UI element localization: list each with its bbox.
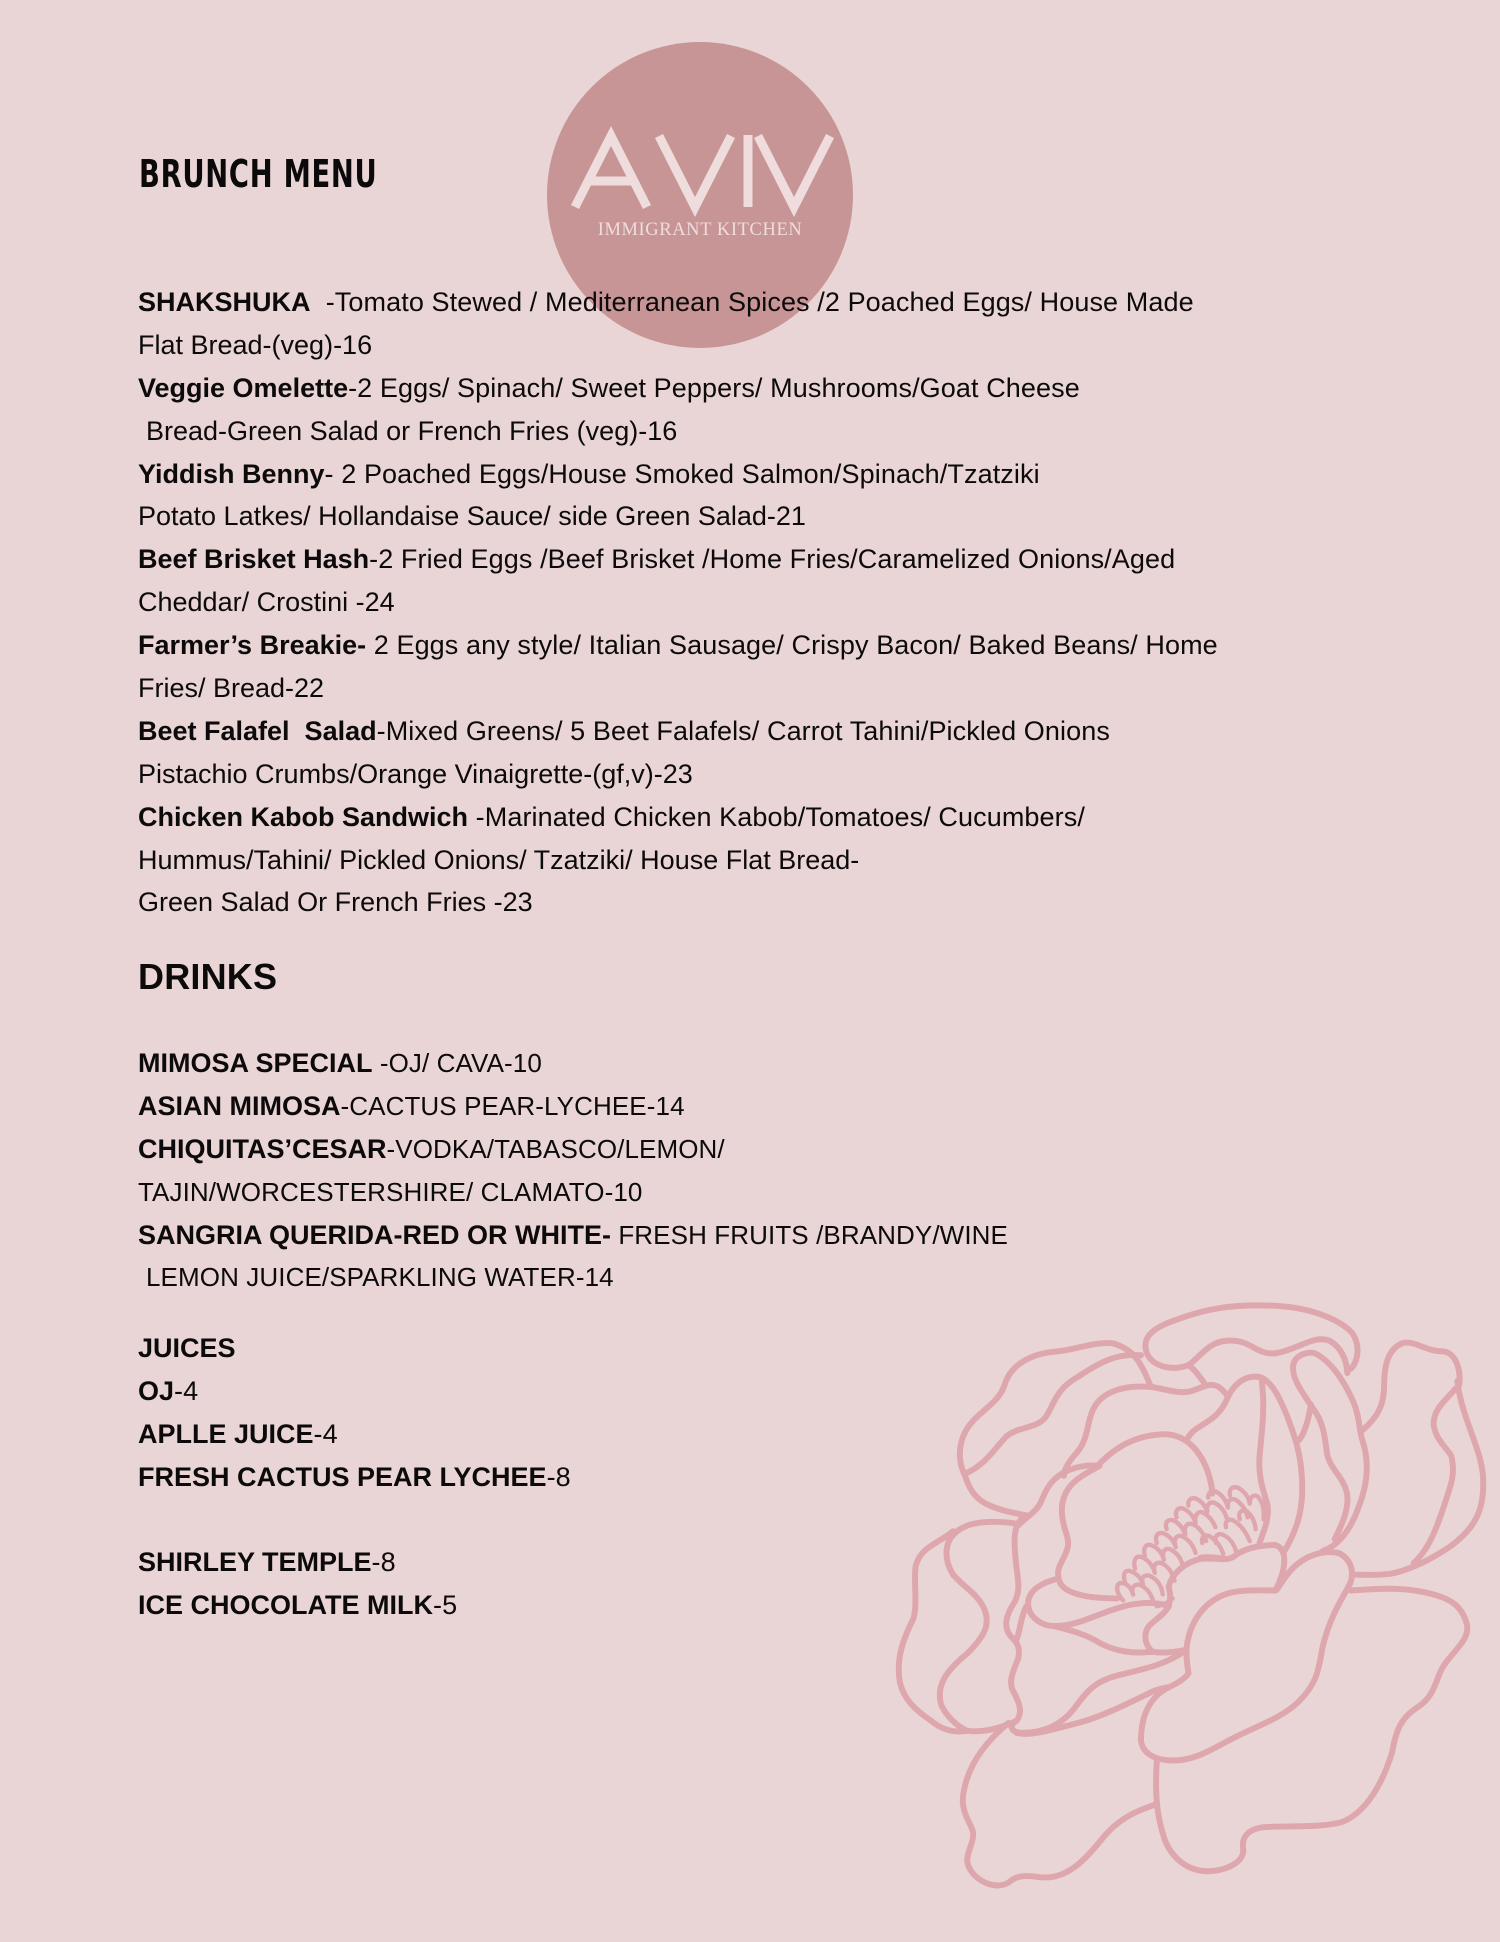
drink-price: -8	[371, 1547, 396, 1577]
menu-item-desc-cont: Fries/ Bread-22	[138, 673, 325, 704]
page-title: BRUNCH MENU	[139, 152, 378, 196]
drink-item-sangria-querida	[138, 1214, 1008, 1257]
menu-item-desc: -2 Fried Eggs /Beef Brisket /Home Fries/Caramelized Onions/Aged	[369, 544, 1176, 575]
menu-item-desc-cont: Pistachio Crumbs/Orange Vinaigrette-(gf,v)-23	[138, 758, 693, 789]
drink-price: -5	[432, 1589, 458, 1620]
logo-tagline: IMMIGRANT KITCHEN	[597, 220, 803, 240]
menu-item-desc: -Marinated Chicken Kabob/Tomatoes/ Cucumbers/	[468, 801, 1085, 832]
menu-item-desc-cont: Potato Latkes/ Hollandaise Sauce/ side Green Salad-21	[138, 501, 806, 532]
drink-item-asian-mimosa	[138, 1085, 1008, 1128]
other-drinks-list	[138, 1541, 457, 1627]
menu-item-desc-cont: Flat Bread-(veg)-16	[138, 329, 373, 360]
menu-item-farmers-breakie	[138, 624, 1218, 667]
drink-name: CHIQUITAS’CESAR	[138, 1133, 387, 1164]
menu-item-shakshuka	[138, 281, 1218, 324]
menu-item-desc: 2 Eggs any style/ Italian Sausage/ Crispy Bacon/ Baked Beans/ Home	[366, 630, 1218, 661]
drink-name: MIMOSA SPECIAL	[138, 1048, 373, 1078]
juice-item-fresh-cactus-pear-lychee	[138, 1456, 571, 1499]
juice-price: -4	[174, 1375, 199, 1406]
drink-desc: -OJ/ CAVA-10	[372, 1048, 542, 1078]
drink-desc: TAJIN/WORCESTERSHIRE/ CLAMATO-10	[138, 1176, 643, 1207]
drink-item-chiquitas-cesar	[138, 1128, 1008, 1171]
brunch-menu-list	[138, 281, 1218, 924]
drink-item-shirley-temple	[138, 1541, 457, 1584]
menu-item-name: Beet Falafel Salad	[138, 715, 377, 746]
drink-desc: -VODKA/TABASCO/LEMON/	[386, 1133, 725, 1164]
menu-item-yiddish-benny	[138, 453, 1218, 496]
drink-desc: FRESH FRUITS /BRANDY/WINE	[611, 1219, 1008, 1250]
menu-item-beet-falafel-salad	[138, 710, 1218, 753]
juice-name: OJ	[138, 1375, 175, 1406]
drink-name: SHIRLEY TEMPLE	[138, 1547, 372, 1577]
menu-item-chicken-kabob-sandwich	[138, 796, 1218, 839]
juices-list	[138, 1327, 571, 1499]
juices-heading	[138, 1327, 571, 1370]
menu-item-name: Beef Brisket Hash	[138, 544, 370, 575]
drink-item-ice-chocolate-milk	[138, 1584, 457, 1627]
juice-price: -4	[313, 1418, 338, 1449]
svg-text:AVIV: AVIV	[698, 202, 702, 203]
menu-item-name: Farmer’s Breakie-	[138, 630, 367, 661]
drink-name: ASIAN MIMOSA	[138, 1090, 341, 1121]
juice-price: -8	[546, 1461, 571, 1492]
juice-name: APLLE JUICE	[138, 1418, 314, 1449]
juice-item-apple-juice	[138, 1413, 571, 1456]
menu-item-name: SHAKSHUKA	[138, 287, 311, 317]
drink-name: ICE CHOCOLATE MILK	[138, 1589, 433, 1620]
juice-item-oj	[138, 1370, 571, 1413]
peony-flower-icon	[880, 1290, 1500, 1942]
menu-item-name: Yiddish Benny	[138, 458, 325, 489]
drinks-heading: DRINKS	[138, 956, 278, 997]
drink-item-mimosa-special	[138, 1042, 1008, 1085]
drink-name: SANGRIA QUERIDA-RED OR WHITE-	[138, 1219, 611, 1250]
menu-item-veggie-omelette	[138, 367, 1218, 410]
menu-item-desc: - 2 Poached Eggs/House Smoked Salmon/Spinach/Tzatziki	[324, 458, 1040, 489]
menu-item-name: Veggie Omelette	[138, 372, 349, 403]
menu-item-desc: -Tomato Stewed / Mediterranean Spices /2 Poached Eggs/ House Made	[310, 287, 1194, 317]
menu-item-desc-cont: Green Salad Or French Fries -23	[138, 887, 533, 918]
juice-name: FRESH CACTUS PEAR LYCHEE	[138, 1461, 547, 1492]
menu-item-desc: -Mixed Greens/ 5 Beet Falafels/ Carrot Tahini/Pickled Onions	[376, 715, 1110, 746]
drink-desc-cont	[138, 1171, 1008, 1214]
menu-item-name: Chicken Kabob Sandwich	[138, 801, 469, 832]
drink-desc: -CACTUS PEAR-LYCHEE-14	[340, 1090, 685, 1121]
menu-item-desc-cont: Bread-Green Salad or French Fries (veg)-16	[146, 415, 678, 446]
juices-heading-text: JUICES	[138, 1333, 236, 1363]
drink-desc: LEMON JUICE/SPARKLING WATER-14	[146, 1262, 614, 1293]
menu-item-desc: -2 Eggs/ Spinach/ Sweet Peppers/ Mushrooms/Goat Cheese	[348, 372, 1080, 403]
menu-item-desc-cont: Cheddar/ Crostini -24	[138, 587, 395, 618]
menu-item-beef-brisket-hash	[138, 538, 1218, 581]
menu-item-desc-cont: Hummus/Tahini/ Pickled Onions/ Tzatziki/ House Flat Bread-	[138, 844, 860, 875]
drink-desc-cont	[138, 1256, 1008, 1299]
drinks-list	[138, 1042, 1008, 1299]
